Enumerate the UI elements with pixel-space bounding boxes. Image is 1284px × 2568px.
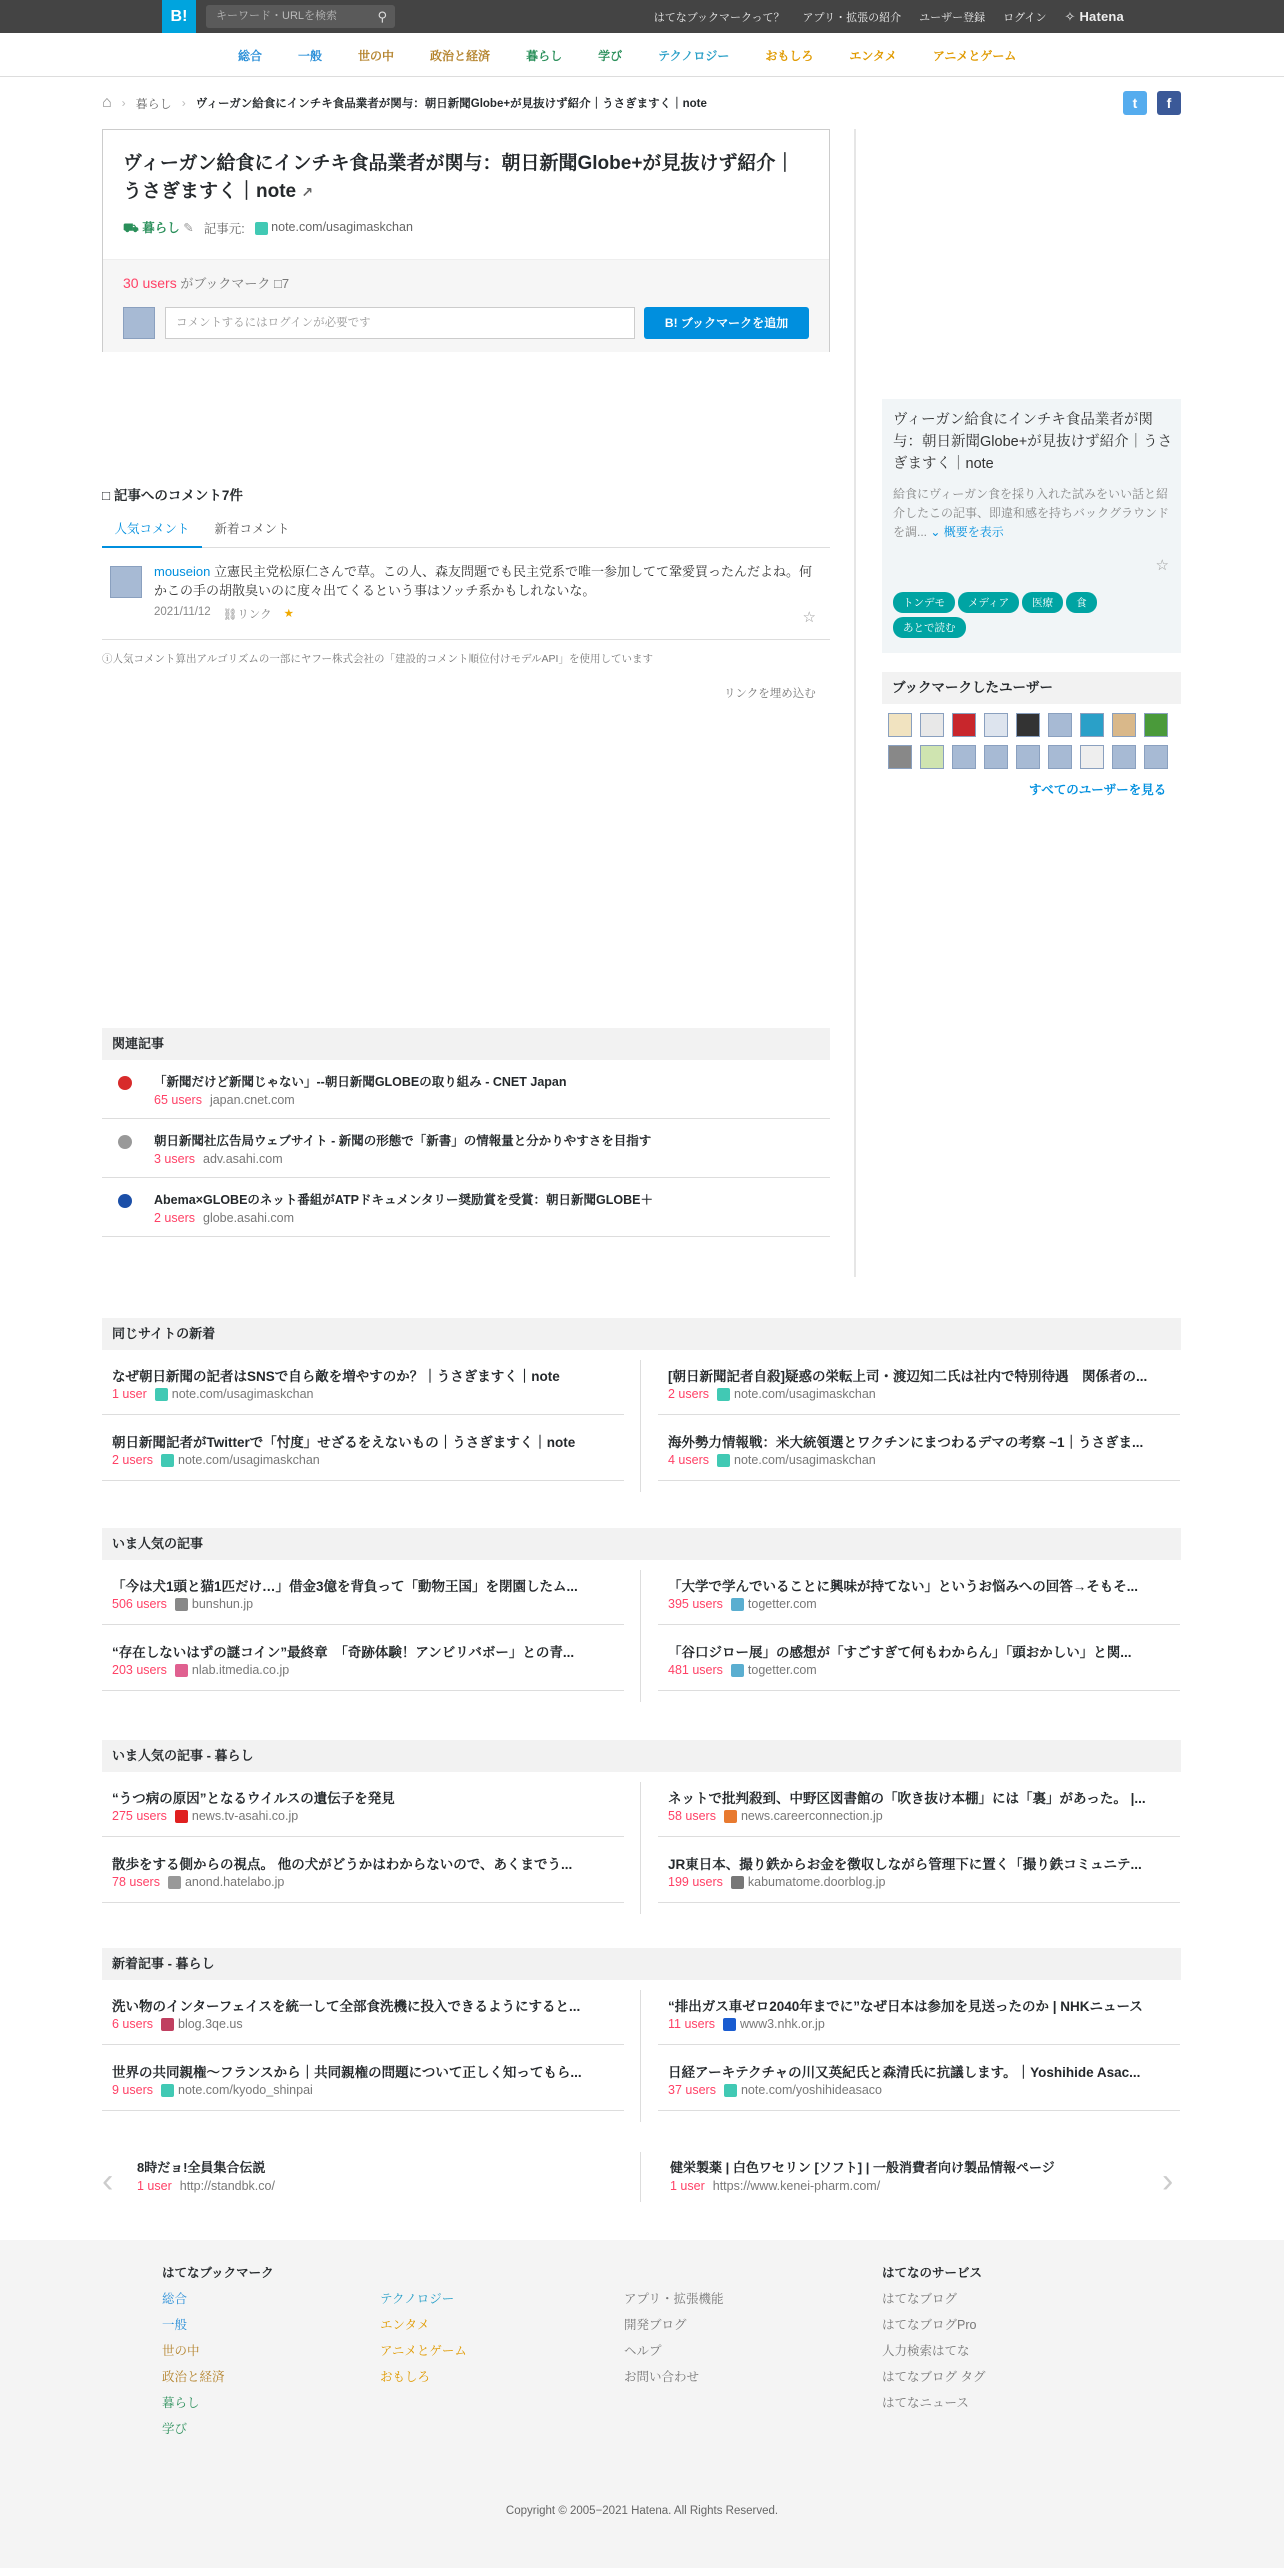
pencil-icon[interactable]: ✎ bbox=[183, 221, 194, 235]
row-divider bbox=[102, 1624, 624, 1625]
chevron-right-icon: › bbox=[121, 96, 126, 110]
search-icon[interactable]: ⚲ bbox=[377, 9, 387, 24]
tab-popular-comments[interactable]: 人気コメント bbox=[102, 512, 202, 548]
footer-link[interactable]: 一般 bbox=[162, 2318, 188, 2332]
nav-apps[interactable]: アプリ・拡張の紹介 bbox=[802, 11, 902, 24]
bookmarker-avatar[interactable] bbox=[1112, 713, 1136, 737]
breadcrumb-current: ヴィーガン給食にインチキ食品業者が関与：朝日新聞Globe+が見抜けず紹介｜うさぎますく｜note bbox=[195, 98, 707, 110]
source-link[interactable]: note.com/usagimaskchan bbox=[255, 220, 413, 234]
category-tab[interactable]: 政治と経済 bbox=[430, 48, 491, 63]
breadcrumb bbox=[102, 90, 707, 116]
section-divider bbox=[640, 1782, 641, 1914]
footer-link[interactable]: 人力検索はてな bbox=[882, 2344, 970, 2358]
article-users[interactable]: 1 user bbox=[112, 1387, 147, 1402]
article-domain-label: note.com/usagimaskchan bbox=[171, 1387, 314, 1401]
article-domain-label: bunshun.jp bbox=[191, 1597, 254, 1611]
basket-icon: ⛟ bbox=[123, 221, 139, 235]
footer-link[interactable]: アニメとゲーム bbox=[380, 2344, 467, 2358]
article-title[interactable]: 「大学で学んでいることに興味が持てない」というお悩みへの回答→そもそ... bbox=[668, 1579, 1138, 1594]
bookmarker-avatar[interactable] bbox=[984, 713, 1008, 737]
section-divider bbox=[640, 1990, 641, 2122]
bookmarker-avatar[interactable] bbox=[888, 745, 912, 769]
footer-link[interactable]: エンタメ bbox=[380, 2318, 430, 2332]
article-domain[interactable] bbox=[168, 1875, 284, 1889]
article-domain-label: www3.nhk.or.jp bbox=[740, 2017, 825, 2031]
site-favicon-icon bbox=[175, 1598, 188, 1611]
facebook-share-icon[interactable]: f bbox=[1157, 91, 1181, 115]
section-heading: 新着記事 - 暮らし bbox=[102, 1948, 1181, 1980]
article-users[interactable]: 4 users bbox=[668, 1453, 709, 1468]
article-domain-label: kabumatome.doorblog.jp bbox=[747, 1875, 886, 1889]
footer-link[interactable]: 学び bbox=[162, 2422, 188, 2436]
bookmarker-avatar[interactable] bbox=[1048, 713, 1072, 737]
hatena-bookmark-logo[interactable]: B! bbox=[162, 0, 196, 33]
footer-link[interactable]: おもしろ bbox=[380, 2370, 431, 2384]
section-heading: いま人気の記事 bbox=[102, 1528, 1181, 1560]
bookmarker-avatar[interactable] bbox=[1080, 745, 1104, 769]
related-item bbox=[102, 1060, 830, 1119]
add-star-icon[interactable]: ☆ bbox=[1155, 557, 1169, 574]
site-favicon-icon bbox=[731, 1876, 744, 1889]
source-label: 記事元: bbox=[203, 221, 245, 236]
ad-users[interactable]: 1 user bbox=[670, 2179, 705, 2193]
article-domain[interactable] bbox=[175, 1597, 253, 1611]
related-heading: 関連記事 bbox=[102, 1028, 830, 1060]
category-tab[interactable]: 学び bbox=[598, 48, 623, 63]
article-domain-label: anond.hatelabo.jp bbox=[184, 1875, 285, 1889]
footer-link[interactable]: はてなブログ bbox=[882, 2292, 958, 2306]
related-title[interactable]: Abema×GLOBEのネット番組がATPドキュメンタリー奨励賞を受賞：朝日新聞GLOBE＋ bbox=[154, 1193, 653, 1207]
related-item bbox=[102, 1178, 830, 1237]
entry-summary-box bbox=[882, 399, 1181, 653]
comment-text: 立憲民主党松原仁さんで草。この人、森友問題でも民主党系で唯一参加してて鞏愛買ったんだよね。何かこの手の胡散臭いのに度々出てくるという事はソッチ系かもしれないな。 bbox=[154, 564, 813, 598]
comment-user[interactable]: mouseion bbox=[154, 564, 211, 579]
site-favicon-icon bbox=[724, 1810, 737, 1823]
hatena-mark-icon: ✧ bbox=[1064, 8, 1076, 24]
entry-box bbox=[102, 129, 830, 352]
category-tab[interactable]: エンタメ bbox=[849, 48, 897, 63]
article-users[interactable]: 275 users bbox=[112, 1809, 167, 1824]
site-favicon-icon bbox=[724, 2084, 737, 2097]
article-title[interactable]: 洗い物のインターフェイスを統一して全部食洗機に投入できるようにすると... bbox=[112, 1999, 581, 2014]
article-domain[interactable] bbox=[161, 2017, 243, 2031]
footer-link[interactable]: お問い合わせ bbox=[624, 2370, 700, 2384]
footer-link[interactable]: 開発ブログ bbox=[624, 2318, 687, 2332]
tag-chip[interactable]: トンデモ bbox=[893, 592, 955, 613]
row-divider bbox=[658, 1690, 1180, 1691]
row-divider bbox=[658, 1902, 1180, 1903]
article-domain[interactable] bbox=[731, 1597, 817, 1611]
article-title[interactable]: “うつ病の原因”となるウイルスの遺伝子を発見 bbox=[112, 1791, 395, 1806]
article-title[interactable]: 「谷口ジロー展」の感想が「すごすぎて何もわからん」「頭おかしい」と関... bbox=[668, 1645, 1132, 1660]
breadcrumb-category[interactable]: 暮らし bbox=[135, 96, 172, 111]
bookmarker-avatar[interactable] bbox=[1112, 745, 1136, 769]
article-domain[interactable] bbox=[724, 2083, 882, 2097]
category-tab[interactable]: 総合 bbox=[238, 48, 263, 63]
article-domain-label: nlab.itmedia.co.jp bbox=[191, 1663, 290, 1677]
category-tab[interactable]: テクノロジー bbox=[658, 48, 730, 63]
article-users[interactable]: 78 users bbox=[112, 1875, 160, 1890]
article-title[interactable]: “存在しないはずの謎コイン”最終章 「奇跡体験！アンビリバボー」との青... bbox=[112, 1645, 575, 1660]
site-favicon-icon bbox=[175, 1810, 188, 1823]
site-favicon-icon bbox=[731, 1664, 744, 1677]
ad-domain[interactable]: https://www.kenei-pharm.com/ bbox=[712, 2179, 881, 2193]
row-divider bbox=[102, 1480, 624, 1481]
column-divider bbox=[854, 129, 856, 1277]
section-divider bbox=[640, 1360, 641, 1492]
article-domain[interactable] bbox=[717, 1453, 876, 1467]
article-domain[interactable] bbox=[161, 2083, 313, 2097]
comment-link[interactable]: ⛓リンク bbox=[222, 609, 272, 621]
section-divider bbox=[640, 1570, 641, 1702]
article-domain-label: togetter.com bbox=[747, 1597, 817, 1611]
footer-link[interactable]: アプリ・拡張機能 bbox=[624, 2292, 724, 2306]
row-divider bbox=[658, 1414, 1180, 1415]
comment-icon: □ bbox=[102, 488, 111, 503]
comment-input[interactable]: コメントするにはログインが必要です bbox=[165, 307, 635, 339]
related-domain[interactable]: adv.asahi.com bbox=[203, 1152, 283, 1166]
bookmarker-avatar[interactable] bbox=[952, 713, 976, 737]
footer-link[interactable]: テクノロジー bbox=[380, 2292, 455, 2306]
article-users[interactable]: 506 users bbox=[112, 1597, 167, 1612]
article-title[interactable]: “排出ガス車ゼロ2040年までに”なぜ日本は参加を見送ったのか | NHKニュース bbox=[668, 1999, 1143, 2014]
row-divider bbox=[102, 1836, 624, 1837]
footer bbox=[0, 2240, 1284, 2568]
footer-link[interactable]: 政治と経済 bbox=[162, 2370, 225, 2384]
chevron-left-icon[interactable]: ‹ bbox=[102, 2162, 114, 2200]
site-favicon-icon bbox=[161, 2018, 174, 2031]
article-users[interactable]: 2 users bbox=[112, 1453, 153, 1468]
footer-link[interactable]: ヘルプ bbox=[624, 2344, 662, 2358]
footer-heading-bookmark: はてなブックマーク bbox=[162, 2266, 274, 2280]
comment-date[interactable]: 2021/11/12 bbox=[154, 606, 211, 618]
ad-title[interactable]: 8時だョ!全員集合伝説 bbox=[137, 2160, 266, 2175]
footer-link[interactable]: 暮らし bbox=[162, 2396, 200, 2410]
category-bar bbox=[0, 33, 1284, 77]
tag-chip[interactable]: 医療 bbox=[1022, 592, 1063, 613]
article-domain-label: note.com/usagimaskchan bbox=[734, 1387, 876, 1401]
article-domain-label: blog.3qe.us bbox=[178, 2017, 243, 2031]
row-divider bbox=[658, 1480, 1180, 1481]
copyright: Copyright © 2005−2021 Hatena. All Rights Reserved. bbox=[505, 2505, 779, 2517]
section-heading: いま人気の記事 - 暮らし bbox=[102, 1740, 1181, 1772]
footer-heading-services: はてなのサービス bbox=[882, 2266, 983, 2280]
comment-icon: □ bbox=[274, 276, 282, 291]
chevron-down-icon: ⌄ bbox=[930, 525, 941, 539]
related-title[interactable]: 「新聞だけど新聞じゃない」--朝日新聞GLOBEの取り組み - CNET Japan bbox=[154, 1075, 567, 1089]
article-title[interactable]: 世界の共同親権～フランスから｜共同親権の問題について正しく知ってもら... bbox=[112, 2065, 582, 2080]
site-favicon-icon bbox=[118, 1194, 132, 1208]
site-favicon-icon bbox=[118, 1135, 132, 1149]
article-users[interactable]: 199 users bbox=[668, 1875, 723, 1890]
article-domain[interactable] bbox=[175, 1809, 298, 1823]
site-favicon-icon bbox=[731, 1598, 744, 1611]
site-favicon-icon bbox=[155, 1388, 168, 1401]
external-link-icon[interactable]: ↗ bbox=[301, 184, 314, 200]
entry-title[interactable]: ヴィーガン給食にインチキ食品業者が関与：朝日新聞Globe+が見抜けず紹介｜うさぎますく｜note ↗ bbox=[123, 153, 795, 202]
article-users[interactable]: 395 users bbox=[668, 1597, 723, 1612]
chevron-right-icon[interactable]: › bbox=[1162, 2162, 1174, 2200]
avatar bbox=[123, 307, 155, 339]
bookmarker-avatar[interactable] bbox=[1048, 745, 1072, 769]
article-users[interactable]: 11 users bbox=[668, 2017, 716, 2032]
home-icon[interactable]: ⌂ bbox=[102, 94, 112, 111]
article-domain[interactable] bbox=[175, 1663, 289, 1677]
bookmarker-avatar[interactable] bbox=[1144, 745, 1168, 769]
related-item bbox=[102, 1119, 830, 1178]
bookmarker-avatar[interactable] bbox=[952, 745, 976, 769]
section-heading: 同じサイトの新着 bbox=[102, 1318, 1181, 1350]
tag-chip[interactable]: 食 bbox=[1066, 592, 1097, 613]
article-title[interactable]: 「今は犬1頭と猫1匹だけ…」借金3億を背負って「動物王国」を閉園したム... bbox=[112, 1579, 578, 1594]
site-favicon-icon bbox=[717, 1388, 730, 1401]
article-domain-label: news.tv-asahi.co.jp bbox=[191, 1809, 299, 1823]
bookmarker-avatar[interactable] bbox=[920, 713, 944, 737]
article-domain[interactable] bbox=[724, 1809, 883, 1823]
search-input[interactable] bbox=[206, 5, 395, 28]
article-title[interactable]: なぜ朝日新聞の記者はSNSで自ら敵を増やすのか？｜うさぎますく｜note bbox=[112, 1369, 560, 1384]
related-domain[interactable]: japan.cnet.com bbox=[209, 1093, 295, 1107]
article-domain-label: note.com/usagimaskchan bbox=[734, 1453, 876, 1467]
article-domain[interactable] bbox=[155, 1387, 314, 1401]
comments-heading: □ 記事へのコメント7件 bbox=[102, 488, 243, 503]
row-divider bbox=[658, 2110, 1180, 2111]
comment-algorithm-note: ⓘ人気コメント算出アルゴリズムの一部にヤフー株式会社の「建設的コメント順位付けモデルAPI」を使用しています bbox=[102, 653, 653, 665]
related-domain[interactable]: globe.asahi.com bbox=[203, 1211, 295, 1225]
summary-title[interactable]: ヴィーガン給食にインチキ食品業者が関与：朝日新聞Globe+が見抜けず紹介｜うさぎますく｜note bbox=[893, 412, 1173, 472]
info-icon: ⓘ bbox=[102, 653, 113, 665]
ad-divider bbox=[640, 2152, 641, 2202]
article-domain-label: news.careerconnection.jp bbox=[740, 1809, 883, 1823]
footer-link[interactable]: 総合 bbox=[162, 2292, 188, 2306]
related-users[interactable]: 2 users bbox=[154, 1211, 195, 1225]
category-badge[interactable]: ⛟ 暮らし ✎ bbox=[123, 221, 194, 235]
category-tab[interactable]: 一般 bbox=[298, 48, 323, 63]
twitter-share-icon[interactable]: t bbox=[1123, 91, 1147, 115]
site-favicon-icon bbox=[161, 1454, 174, 1467]
footer-link[interactable]: はてなブログPro bbox=[882, 2318, 977, 2332]
add-star-icon[interactable]: ☆ bbox=[802, 609, 816, 626]
article-users[interactable]: 2 users bbox=[668, 1387, 709, 1402]
search-placeholder: キーワード・URLを検索 bbox=[216, 10, 338, 22]
bookmarker-avatar[interactable] bbox=[888, 713, 912, 737]
nav-login[interactable]: ログイン bbox=[1003, 11, 1047, 24]
star-icon[interactable]: ★ bbox=[283, 608, 294, 620]
article-domain[interactable] bbox=[731, 1875, 886, 1889]
site-favicon-icon bbox=[723, 2018, 736, 2031]
tag-chip[interactable]: あとで読む bbox=[893, 617, 966, 638]
site-favicon-icon bbox=[168, 1876, 181, 1889]
article-title[interactable]: ネットで批判殺到、中野区図書館の「吹き抜け本棚」には「裏」があった。 |... bbox=[668, 1791, 1146, 1806]
hatena-brand-label: Hatena bbox=[1079, 8, 1124, 24]
category-tab[interactable]: 世の中 bbox=[358, 48, 395, 63]
link-icon: ⛓ bbox=[222, 609, 238, 621]
nav-about[interactable]: はてなブックマークって？ bbox=[653, 11, 785, 24]
article-domain[interactable] bbox=[731, 1663, 817, 1677]
article-domain[interactable] bbox=[717, 1387, 876, 1401]
row-divider bbox=[102, 2110, 624, 2111]
article-users[interactable]: 6 users bbox=[112, 2017, 153, 2032]
bookmarker-avatar[interactable] bbox=[1144, 713, 1168, 737]
tag-chip[interactable]: メディア bbox=[958, 592, 1019, 613]
footer-link[interactable]: はてなニュース bbox=[882, 2396, 969, 2410]
top-bar bbox=[0, 0, 1284, 33]
bookmarker-avatar[interactable] bbox=[1080, 713, 1104, 737]
hatena-brand-link[interactable] bbox=[1065, 9, 1124, 25]
row-divider bbox=[658, 1624, 1180, 1625]
ad-domain[interactable]: http://standbk.co/ bbox=[179, 2179, 275, 2193]
bookmarker-avatar[interactable] bbox=[920, 745, 944, 769]
row-divider bbox=[102, 2044, 624, 2045]
add-bookmark-button[interactable]: B! ブックマークを追加 bbox=[644, 307, 809, 339]
article-users[interactable]: 203 users bbox=[112, 1663, 167, 1678]
article-title[interactable]: 散歩をする側からの視点。 他の犬がどうかはわからないので、あくまでう... bbox=[112, 1857, 573, 1872]
article-title[interactable]: 日経アーキテクチャの川又英紀氏と森清氏に抗議します。｜Yoshihide Asac... bbox=[668, 2065, 1141, 2080]
tag-list bbox=[893, 592, 1153, 642]
bookmarker-avatar[interactable] bbox=[984, 745, 1008, 769]
comment-tabs bbox=[102, 512, 830, 548]
related-users[interactable]: 3 users bbox=[154, 1152, 195, 1166]
chevron-right-icon: › bbox=[181, 96, 186, 110]
article-domain-label: note.com/yoshihideasaco bbox=[740, 2083, 883, 2097]
related-title[interactable]: 朝日新聞社広告局ウェブサイト - 新聞の形態で「新書」の情報量と分かりやすさを目指す bbox=[154, 1134, 652, 1148]
embed-link[interactable]: リンクを埋め込む bbox=[724, 688, 816, 700]
article-title[interactable]: [朝日新聞記者自殺]疑惑の栄転上司・渡辺知二氏は社内で特別待遇 関係者の... bbox=[668, 1369, 1148, 1384]
category-tab[interactable]: おもしろ bbox=[765, 48, 814, 63]
row-divider bbox=[102, 1414, 624, 1415]
bookmarker-avatar[interactable] bbox=[1016, 713, 1040, 737]
avatar[interactable] bbox=[110, 566, 142, 598]
article-domain-label: togetter.com bbox=[747, 1663, 817, 1677]
category-tab[interactable]: 暮らし bbox=[526, 48, 563, 63]
summary-text: 給食にヴィーガン食を採り入れた試みをいい話と紹介したこの記事、即違和感を持ちバックグラウンドを調... ⌄ 概要を表示 bbox=[893, 487, 1170, 539]
article-domain[interactable] bbox=[723, 2017, 825, 2031]
ad-users[interactable]: 1 user bbox=[137, 2179, 172, 2193]
comment-item bbox=[102, 548, 830, 640]
tab-new-comments[interactable]: 新着コメント bbox=[214, 522, 290, 536]
related-users[interactable]: 65 users bbox=[154, 1093, 202, 1107]
footer-link[interactable]: 世の中 bbox=[162, 2344, 200, 2358]
article-users[interactable]: 37 users bbox=[668, 2083, 716, 2098]
bookmarker-avatar[interactable] bbox=[1016, 745, 1040, 769]
site-favicon-icon bbox=[161, 2084, 174, 2097]
article-domain[interactable] bbox=[161, 1453, 320, 1467]
article-users[interactable]: 9 users bbox=[112, 2083, 153, 2098]
article-users[interactable]: 481 users bbox=[668, 1663, 723, 1678]
show-summary-link[interactable]: ⌄ 概要を表示 bbox=[930, 525, 1004, 539]
site-favicon-icon bbox=[175, 1664, 188, 1677]
bookmarkers-heading: ブックマークしたユーザー bbox=[882, 672, 1181, 704]
all-users-link[interactable]: すべてのユーザーを見る bbox=[1029, 783, 1167, 797]
site-favicon-icon bbox=[717, 1454, 730, 1467]
category-tab[interactable]: アニメとゲーム bbox=[932, 48, 1017, 63]
article-domain-label: note.com/kyodo_shinpai bbox=[178, 2083, 313, 2097]
row-divider bbox=[102, 1902, 624, 1903]
row-divider bbox=[102, 1690, 624, 1691]
article-users[interactable]: 58 users bbox=[668, 1809, 716, 1824]
row-divider bbox=[658, 2044, 1180, 2045]
article-domain-label: note.com/usagimaskchan bbox=[178, 1453, 320, 1467]
comment-count: 7 bbox=[281, 276, 290, 291]
site-favicon-icon bbox=[118, 1076, 132, 1090]
ad-title[interactable]: 健栄製薬 | 白色ワセリン [ソフト] | 一般消費者向け製品情報ページ bbox=[670, 2160, 1055, 2175]
article-title[interactable]: 海外勢力情報戦：米大統領選とワクチンにまつわるデマの考察 ~1｜うさぎま... bbox=[668, 1435, 1144, 1450]
article-title[interactable]: JR東日本、撮り鉄からお金を徴収しながら管理下に置く「撮り鉄コミュニテ... bbox=[668, 1857, 1142, 1872]
nav-register[interactable]: ユーザー登録 bbox=[919, 11, 986, 24]
footer-link[interactable]: はてなブログ タグ bbox=[882, 2370, 986, 2384]
bookmark-suffix: がブックマーク bbox=[180, 276, 271, 291]
note-favicon-icon bbox=[255, 222, 268, 235]
article-title[interactable]: 朝日新聞記者がTwitterで「忖度」せざるをえないもの｜うさぎますく｜note bbox=[112, 1435, 576, 1450]
bookmark-users-count[interactable]: 30 users bbox=[123, 275, 177, 291]
row-divider bbox=[658, 1836, 1180, 1837]
